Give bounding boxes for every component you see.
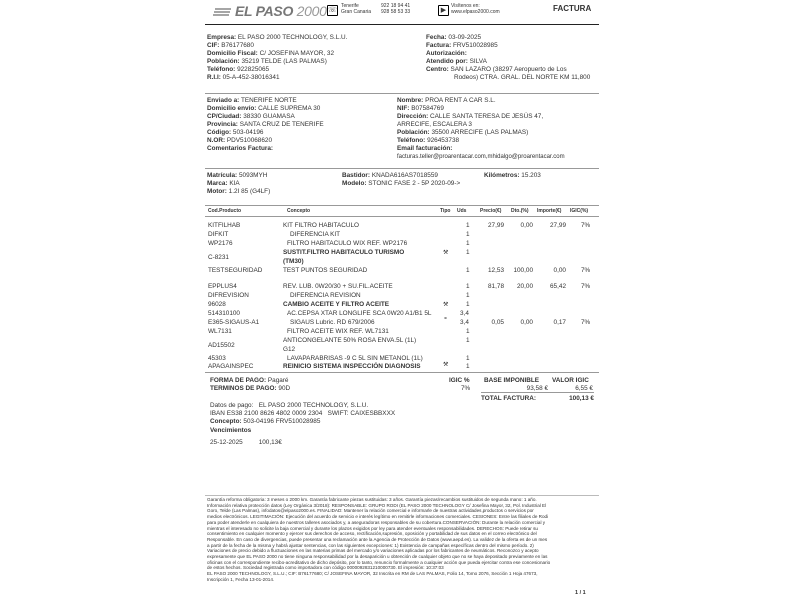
company-city: 35219 TELDE (LAS PALMAS) (241, 58, 327, 65)
col-concepto: Concepto (287, 208, 311, 214)
phone-block (341, 3, 371, 15)
table-top-divider (205, 205, 599, 206)
payment-method: Pagaré (267, 377, 289, 384)
invoice-block: Fecha: 03-09-2025 Factura: FRV510028985 Autorización: Atendido por: SILVA Centro: SAN LAZARO (38297 Aeropuerto de Los Rodeos) CTRA. GRAL. DEL NORTE KM 11,800 (426, 34, 591, 81)
vehicle-plate: 5093MYH (238, 172, 268, 179)
labor-icon: ⚒ (443, 250, 449, 256)
web-icon: ▶ (438, 5, 449, 16)
table-header (0, 208, 800, 216)
ship-code: 503-04196 (232, 129, 264, 136)
col-tipo: Tipo (440, 208, 451, 214)
vehicle-block-left: Matrícula: 5093MYH Marca: KIA Motor: 1.2I 85 (G4LF) (207, 172, 271, 195)
client-phone: 926453738 (427, 137, 460, 144)
phone-numbers (381, 3, 410, 15)
divider-1 (205, 93, 599, 94)
labor-icon: ⚒ (443, 362, 449, 368)
bank-swift: SWIFT: CAIXESBBXXX (327, 410, 396, 417)
vehicle-brand: KIA (229, 180, 240, 187)
invoice-date: 03-09-2025 (448, 34, 482, 41)
company-cif: B76177680 (221, 42, 254, 49)
divider-2 (205, 168, 599, 169)
client-city: 35500 ARRECIFE (LAS PALMAS) (431, 129, 529, 136)
tax-value-amount: 6,55 € (575, 385, 593, 392)
header-divider (205, 24, 599, 25)
client-address: CALLE SANTA TERESA DE JESÚS 47, (430, 113, 544, 120)
vehicle-engine: 1.2I 85 (G4LF) (228, 188, 271, 195)
shipping-block: Enviado a: TENERIFE NORTE Domicilio envío: CALLE SUPREMA 30 CP/Ciudad: 38330 GUAMASA Provincia: SANTA CRUZ DE TENERIFE Código: 503-04196 N.OR: PDV510068620 Comentarios Factura: (207, 97, 324, 152)
company-rii: 05-A-452-38016341 (222, 74, 280, 81)
due-dates-title: Vencimientos (210, 427, 252, 434)
tax-value: VALOR IGIC 6,55 € (552, 377, 593, 392)
footer-divider (205, 495, 599, 496)
client-block: Nombre: PROA RENT A CAR S.L. NIF: B07584769 Dirección: CALLE SANTA TERESA DE JESÚS 47, ARRECIFE, ESCALERA 3 Población: 35500 ARRECIFE (LAS PALMAS) Teléfono: 926453738 Email facturación: facturas.teller@proarentacar.com,mhidalgo@proarentacar.com (397, 97, 565, 160)
tax-base-value: 93,58 € (526, 385, 548, 392)
ship-nor: PDV510068620 (226, 137, 273, 144)
doc-type-title: FACTURA (553, 4, 592, 13)
due-amount: 100,13€ (258, 439, 282, 446)
vehicle-block-right: Kilómetros: 15.203 (484, 172, 541, 179)
vehicle-block-mid: Bastidor: KNADA616AS7018559 Modelo: STONIC FASE 2 - 5P 2020-09-> (342, 172, 461, 187)
col-precio: Precio(€) (480, 208, 502, 214)
col-igic: IGIC(%) (570, 208, 589, 214)
payment-terms-value: 90D (278, 385, 291, 392)
client-address-line2: ARRECIFE, ESCALERA 3 (397, 121, 472, 128)
invoice-attended-by: SILVA (469, 58, 487, 65)
table-bottom-divider (205, 372, 599, 373)
bank-iban: IBAN ES38 2100 8626 4802 0009 2304 (210, 410, 323, 417)
bank-details: Datos de pago: EL PASO 2000 TECHNOLOGY, S.L.U. IBAN ES38 2100 8626 4802 0009 2304 SWIFT: CAIXESBBXXX Concepto: 503-04196 FRV510028985 Vencimientos 25-12-2025 100,13€ (210, 402, 396, 446)
vehicle-model: STONIC FASE 2 - 5P 2020-09-> (368, 180, 461, 187)
ship-address: CALLE SUPREMA 30 (258, 105, 321, 112)
city-gran-canaria: Gran Canaria (341, 9, 372, 15)
labor-icon: ⚒ (443, 302, 449, 308)
company-logo: EL PASO 2000 (235, 3, 327, 19)
invoice-total-value: 100,13 € (569, 395, 594, 402)
payment-terms: FORMA DE PAGO: Pagaré TERMINOS DE PAGO: 90D (210, 377, 291, 392)
tax-base: BASE IMPONIBLE 93,58 € (484, 377, 548, 392)
col-cod: Cod.Producto (208, 208, 242, 214)
company-name: EL PASO 2000 TECHNOLOGY, S.L.U. (237, 34, 348, 41)
company-address: C/ JOSEFINA MAYOR, 32 (259, 50, 335, 57)
col-dto: Dto.(%) (511, 208, 529, 214)
invoice-center-line2: Rodeos) CTRA. GRAL. DEL NORTE KM 11,800 (454, 74, 591, 81)
total-divider (481, 392, 594, 393)
vehicle-vin: KNADA616AS7018559 (371, 172, 438, 179)
table-header-divider (205, 216, 599, 217)
client-name: PROA RENT A CAR S.L. (425, 97, 496, 104)
web-label: Visítenos en: (451, 3, 480, 9)
phone-icon: ☏ (328, 7, 337, 14)
page-header (205, 0, 600, 24)
col-uds: Uds (457, 208, 467, 214)
company-phone: 922825065 (237, 66, 270, 73)
city-tenerife: Tenerife (341, 3, 359, 9)
client-nif: B07584769 (411, 105, 444, 112)
col-importe: Importe(€) (537, 208, 562, 214)
logo-stripes-icon (213, 7, 235, 17)
legal-footer: Garantía reforma obligatoria: 3 meses o 2000 km. Garantía fabricante piezas sustituidas: 3 años. Garantía piezas/recambios sustituidos de segunda mano: 1 año. Información relativa protección datos (Ley Orgánica 3/2018): RESPONSABLE: GRUPO RODI (EL PASO 2000 TECHNOLOGY C/ Josefina Mayor, 32, Pol. Industrial El Goro, Telde (Las Palmas), infodatos@elpaso2000.es. FINALIDAD: Mantener la relación comercial e informarle de nuestras actividades,productos o servicios por medios electrónicos. LEGITIMACIÓN: Ejecución del acuerdo de servicio e interés legítimo en remitirle informaciones comerciales. CESIONES: Entre las filiales de Rodi para poder atenderle en cualquiera de nuestros talleres asociados y, a aseguradoras responsables de su cobertura.CONSERVACIÓN: Durante la relación comercial y mientras el interesado no solicite la baja comercial y durante los plazos exigidos por ley para atender eventuales responsabilidades. DERECHOS: Puede retirar su consentimiento en cualquier momento y ejercer sus derechos de acceso, rectificación,supresión, oposición y portabilidad de sus datos en el correo electrónico del Responsable. En caso de divergencias, puede presentar una reclamación ante la Agencia de Protección de Datos (www.aepd.es). La validez de la oferta es de un mes a partir de la fecha de la misma y habrá ajustar sentencias, con las siguientes excepciones: 1) Existencia de campañas específicas dentro del mismo período. 2) Variaciones de precio debido a fluctuaciones en las materias primas del mercado y/o variaciones aplicadas por los fabricantes de neumáticos. Reconozco y acepto expresamente que EL PASO 2000 no tiene ninguna responsabilidad por la desaparición u obtención de cualquier objeto que no se haya depositado previamente en las oficinas con el correspondiente recibo-acreditativo de dicho depósito, por lo tanto, renuncio formalmente a cualquier acción que pueda ejercitar contra ese concesionario de estos hechos. Sociedad registrada como importadora con código 0000092831210000730. El impresión: 10:37:03 EL PASO 2000 TECHNOLOGY, S.L.U.; CIF: B76177680; C/ JOSEFINA MAYOR, 32 Inscrita en RM de LAS PALMAS, Folio 14, Tomo 2076, Sección 1 Hoja 47673, Inscripción 1, Fecha 13-01-2014. (207, 497, 551, 582)
fee-icon: ⚬ (443, 316, 449, 322)
ship-province: SANTA CRUZ DE TENERIFE (239, 121, 324, 128)
invoice-center: SAN LAZARO (38297 Aeropuerto de Los (450, 66, 567, 73)
invoice-number: FRV510028985 (453, 42, 498, 49)
phone-tenerife: 922 18 94 41 (381, 3, 411, 9)
igic-rate: IGIC % 7% (449, 377, 471, 392)
page-number: 1 / 1 (575, 590, 586, 596)
vehicle-km: 15.203 (521, 172, 541, 179)
web-block (451, 3, 500, 15)
company-block: Empresa: EL PASO 2000 TECHNOLOGY, S.L.U. CIF: B76177680 Domicilio Fiscal: C/ JOSEFINA MAYOR, 32 Población: 35219 TELDE (LAS PALMAS) Teléfono: 922825065 R.I.I: 05-A-452-38016341 (207, 34, 348, 81)
web-url[interactable]: www.elpaso2000.com (451, 9, 500, 15)
client-billing-email: facturas.teller@proarentacar.com,mhidalgo@proarentacar.com (397, 154, 565, 160)
due-date: 25-12-2025 (210, 439, 243, 446)
phone-gran-canaria: 928 58 53 33 (381, 9, 411, 15)
ship-to: TENERIFE NORTE (241, 97, 297, 104)
invoice-total: TOTAL FACTURA: 100,13 € (481, 395, 594, 402)
bank-reference: 503-04196 FRV510028985 (243, 418, 321, 425)
ship-city: 38330 GUAMASA (243, 113, 295, 120)
bank-holder: EL PASO 2000 TECHNOLOGY, S.L.U. (258, 402, 369, 409)
